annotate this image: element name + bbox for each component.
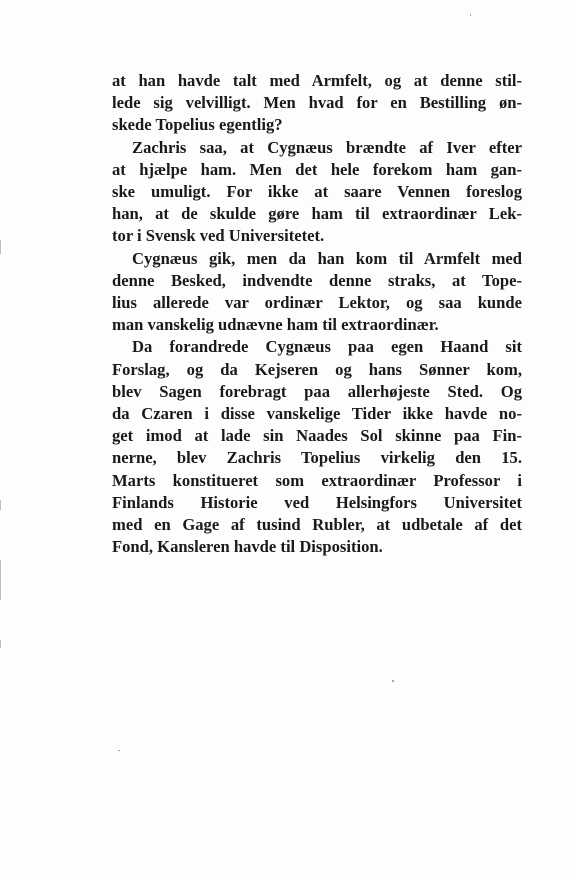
text-line: man vanskelig udnævne ham til extraordinær.	[112, 315, 439, 335]
scan-edge-mark	[0, 560, 1, 600]
paragraph-1	[112, 70, 522, 137]
text-line: lius allerede var ordinær Lektor, og saa kunde	[112, 293, 522, 313]
text-line: Forslag, og da Kejseren og hans Sønner kom,	[112, 359, 522, 379]
scan-edge-mark	[0, 640, 1, 648]
text-line: da Czaren i disse vanskelige Tider ikke havde no-	[112, 404, 522, 424]
text-line: han, at de skulde gøre ham til extraordinær Lek-	[112, 204, 522, 224]
text-line: Da forandrede Cygnæus paa egen Haand sit	[132, 337, 522, 357]
scan-edge-mark	[0, 500, 1, 510]
text-line: skede Topelius egentlig?	[112, 115, 283, 135]
text-line: denne Besked, indvendte denne straks, at Tope-	[112, 270, 522, 290]
text-line: ske umuligt. For ikke at saare Vennen foreslog	[112, 182, 522, 202]
text-line: get imod at lade sin Naades Sol skinne paa Fin-	[112, 426, 522, 446]
text-line: Marts konstitueret som extraordinær Professor i	[112, 470, 522, 490]
paragraph-2	[112, 137, 522, 248]
text-line: med en Gage af tusind Rubler, at udbetale af det	[112, 515, 522, 535]
scan-speck	[470, 14, 471, 16]
text-line: Finlands Historie ved Helsingfors Universitet	[112, 492, 522, 512]
text-line: Fond, Kansleren havde til Disposition.	[112, 537, 383, 557]
body-text	[112, 70, 522, 558]
text-line: lede sig velvilligt. Men hvad for en Bestilling øn-	[112, 93, 522, 113]
paragraph-3	[112, 248, 522, 337]
scan-speck	[392, 680, 394, 682]
text-line: Cygnæus gik, men da han kom til Armfelt med	[132, 248, 522, 268]
text-line: blev Sagen forebragt paa allerhøjeste Sted. Og	[112, 381, 522, 401]
text-line: at han havde talt med Armfelt, og at denne stil-	[112, 71, 522, 90]
paragraph-4	[112, 336, 522, 558]
text-line: nerne, blev Zachris Topelius virkelig den 15.	[112, 448, 522, 468]
text-line: Zachris saa, at Cygnæus brændte af Iver efter	[132, 137, 522, 157]
scan-speck	[118, 750, 120, 751]
text-line: tor i Svensk ved Universitetet.	[112, 226, 325, 246]
scan-edge-mark	[0, 240, 1, 254]
text-line: at hjælpe ham. Men det hele forekom ham gan-	[112, 159, 522, 179]
